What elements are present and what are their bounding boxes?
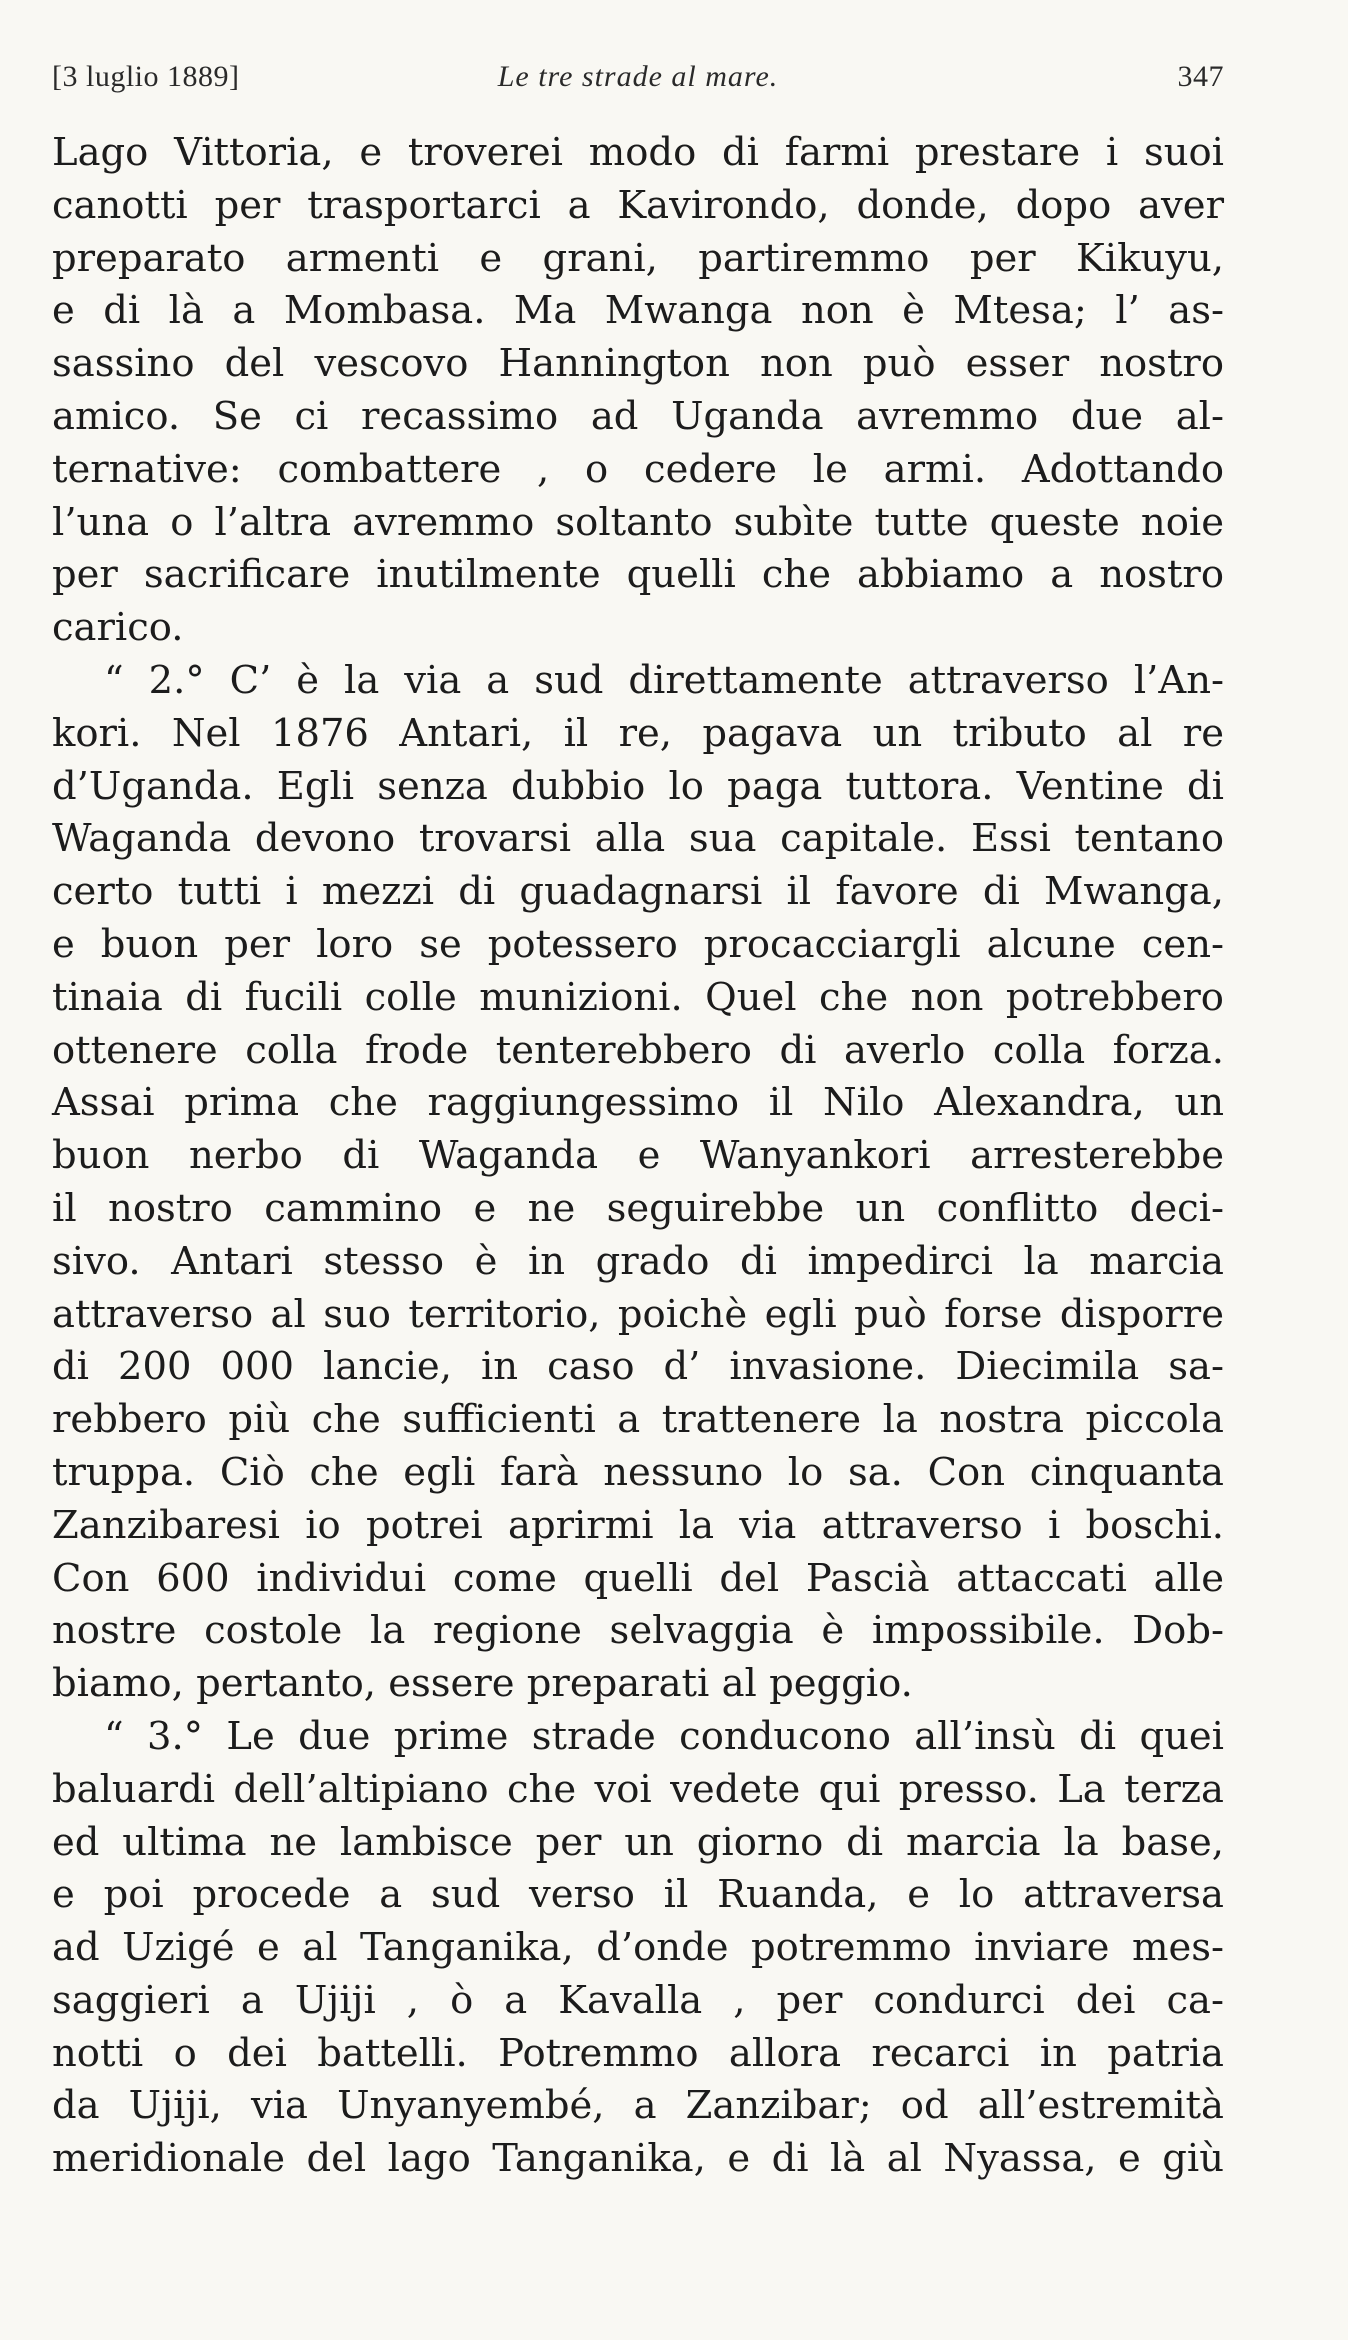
text-line: e di là a Mombasa. Ma Mwanga non è Mtesa; l’ as-: [52, 288, 1224, 334]
text-line: “ 2.° C’ è la via a sud direttamente attraverso l’An-: [104, 657, 1224, 703]
text-line: sassino del vescovo Hannington non può esser nostro: [52, 341, 1224, 387]
text-line: l’una o l’altra avremmo soltanto subìte tutte queste noie: [52, 499, 1224, 545]
text-line: kori. Nel 1876 Antari, il re, pagava un tributo al re: [52, 710, 1224, 756]
text-line: rebbero più che sufficienti a trattenere la nostra piccola: [52, 1397, 1224, 1443]
text-line: ed ultima ne lambisce per un giorno di marcia la base,: [52, 1819, 1224, 1865]
text-line: Assai prima che raggiungessimo il Nilo Alexandra, un: [52, 1080, 1224, 1126]
text-line: preparato armenti e grani, partiremmo per Kikuyu,: [52, 235, 1224, 281]
text-line: ottenere colla frode tenterebbero di averlo colla forza.: [52, 1027, 1224, 1073]
text-line: e poi procede a sud verso il Ruanda, e lo attraversa: [52, 1872, 1224, 1918]
text-line: “ 3.° Le due prime strade conducono all’insù di quei: [104, 1713, 1224, 1759]
text-line: Lago Vittoria, e troverei modo di farmi prestare i suoi: [52, 130, 1224, 175]
header-title: Le tre strade al mare.: [497, 60, 779, 93]
text-line: biamo, pertanto, essere preparati al peggio.: [52, 1661, 913, 1707]
text-line: Waganda devono trovarsi alla sua capitale. Essi tentano: [52, 816, 1224, 862]
text-line: canotti per trasportarci a Kavirondo, donde, dopo aver: [52, 182, 1224, 228]
text-line: per sacrificare inutilmente quelli che abbiamo a nostro: [52, 552, 1224, 598]
text-line: tinaia di fucili colle munizioni. Quel che non potrebbero: [52, 974, 1224, 1020]
text-line: nostre costole la regione selvaggia è impossibile. Dob-: [52, 1608, 1224, 1654]
text-line: saggieri a Ujiji , ò a Kavalla , per condurci dei ca-: [52, 1977, 1224, 2023]
text-line: baluardi dell’altipiano che voi vedete qui presso. La terza: [52, 1766, 1224, 1812]
text-line: truppa. Ciò che egli farà nessuno lo sa. Con cinquanta: [52, 1449, 1224, 1495]
page-number: 347: [1177, 60, 1224, 93]
text-line: meridionale del lago Tanganika, e di là al Nyassa, e giù: [52, 2136, 1224, 2182]
text-line: ad Uzigé e al Tanganika, d’onde potremmo inviare mes-: [52, 1925, 1224, 1971]
text-line: certo tutti i mezzi di guadagnarsi il favore di Mwanga,: [52, 869, 1224, 915]
text-line: ternative: combattere , o cedere le armi. Adottando: [52, 446, 1224, 492]
running-header: [52, 60, 1224, 110]
text-line: notti o dei battelli. Potremmo allora recarci in patria: [52, 2030, 1224, 2076]
text-line: d’Uganda. Egli senza dubbio lo paga tuttora. Ventine di: [52, 763, 1224, 809]
text-line: di 200 000 lancie, in caso d’ invasione. Diecimila sa-: [52, 1344, 1224, 1390]
body-text: [52, 127, 1224, 2186]
text-line: da Ujiji, via Unyanyembé, a Zanzibar; od all’estremità: [52, 2083, 1224, 2129]
text-line: sivo. Antari stesso è in grado di impedirci la marcia: [52, 1238, 1224, 1284]
text-line: Con 600 individui come quelli del Pascià attaccati alle: [52, 1555, 1224, 1601]
text-line: attraverso al suo territorio, poichè egli può forse disporre: [52, 1291, 1224, 1337]
text-line: e buon per loro se potessero procacciargli alcune cen-: [52, 921, 1224, 967]
text-line: il nostro cammino e ne seguirebbe un conflitto deci-: [52, 1185, 1224, 1231]
header-date: [3 luglio 1889]: [52, 60, 240, 93]
text-line: Zanzibaresi io potrei aprirmi la via attraverso i boschi.: [52, 1502, 1224, 1548]
text-line: amico. Se ci recassimo ad Uganda avremmo due al-: [52, 393, 1224, 439]
text-line: buon nerbo di Waganda e Wanyankori arresterebbe: [52, 1133, 1224, 1179]
text-line: carico.: [52, 605, 184, 651]
